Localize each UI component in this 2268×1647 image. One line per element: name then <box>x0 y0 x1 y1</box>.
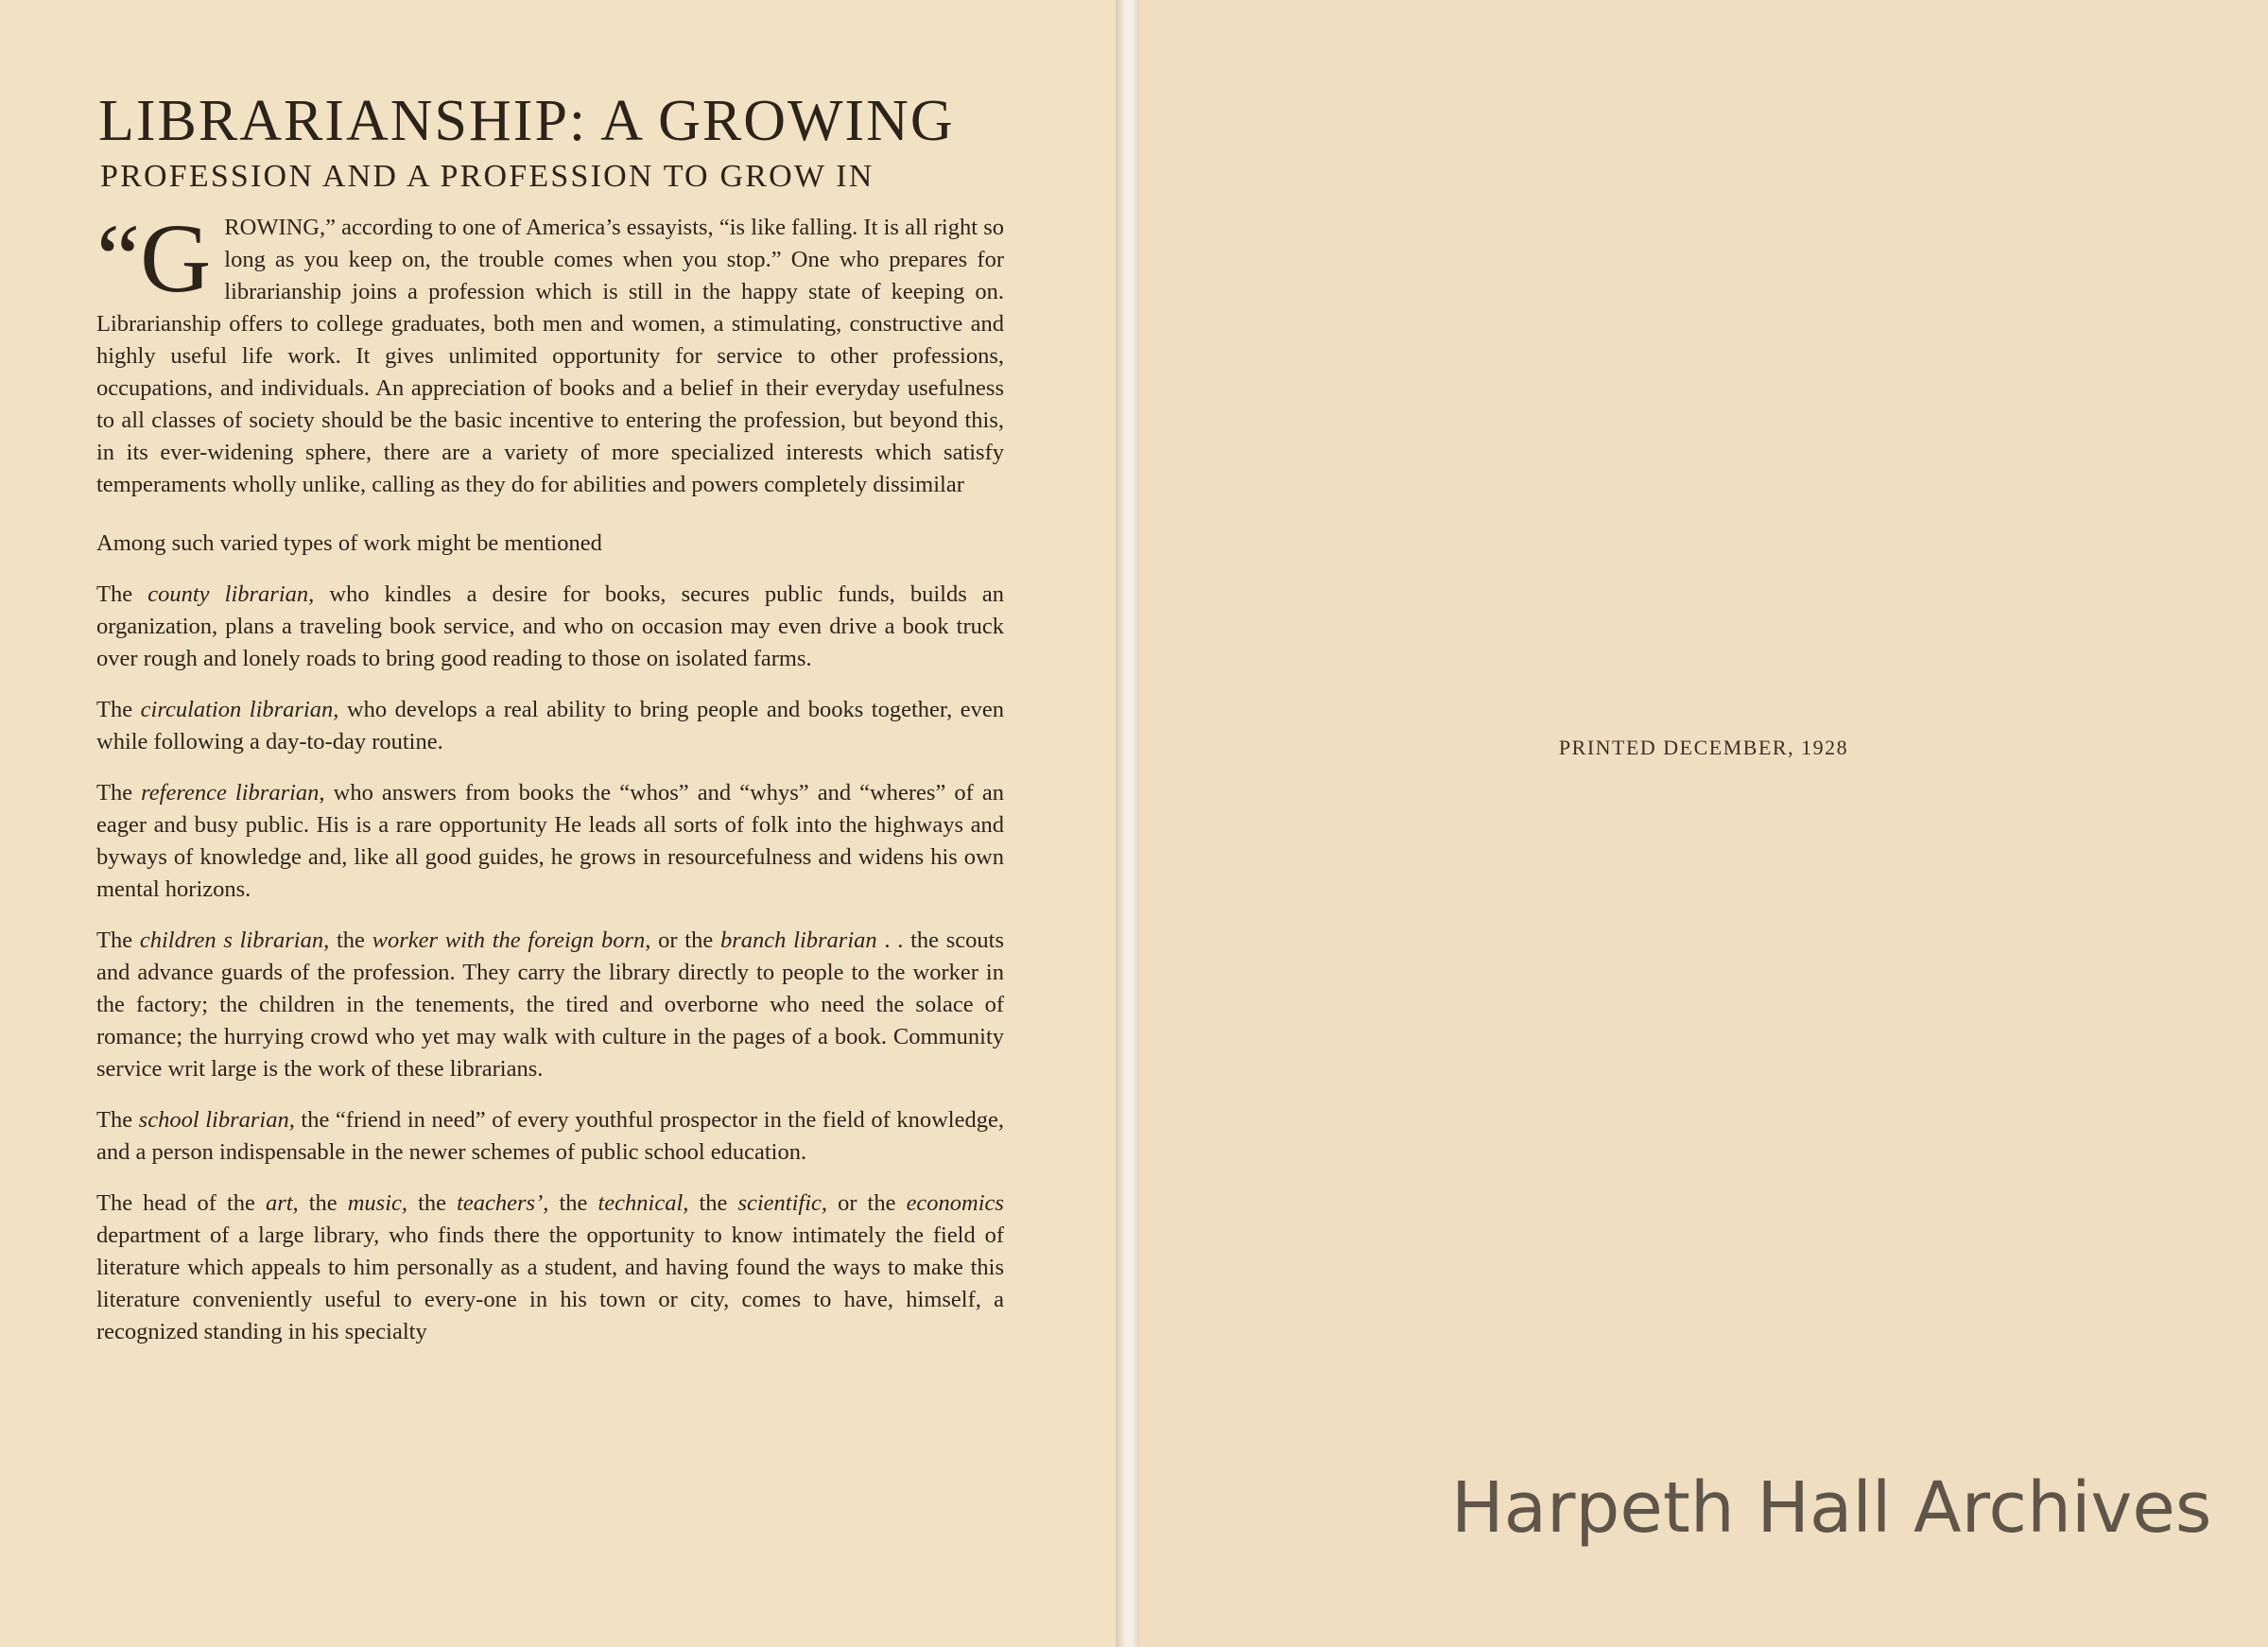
county-role: county librarian, <box>147 581 315 607</box>
children-role: children s librarian, <box>139 928 330 953</box>
dept-sep-1: the <box>298 1190 348 1216</box>
county-pre: The <box>96 581 148 607</box>
childrens-librarian-paragraph <box>93 925 1004 1085</box>
article-subtitle: PROFESSION AND A PROFESSION TO GROW IN <box>100 159 874 194</box>
dept-art: art, <box>265 1190 299 1216</box>
drop-cap <box>96 204 212 313</box>
dept-sep-4: the <box>688 1190 738 1216</box>
drop-cap-letter: G <box>140 204 212 313</box>
school-pre: The <box>96 1107 139 1133</box>
dept-sep-3: the <box>548 1190 598 1216</box>
circulation-role: circulation librarian, <box>140 697 339 722</box>
reference-pre: The <box>96 780 142 806</box>
foreign-born-role: worker with the foreign born, <box>372 928 651 953</box>
branch-role: branch librarian <box>719 928 877 953</box>
lead-in-paragraph: Among such varied types of work might be mentioned <box>96 530 602 556</box>
circulation-pre: The <box>96 697 141 722</box>
children-mid-1: the <box>329 928 372 953</box>
article-title: LIBRARIANSHIP: A GROWING <box>98 89 955 153</box>
reference-role: reference librarian, <box>141 780 325 806</box>
archive-watermark: Harpeth Hall Archives <box>1451 1467 2212 1549</box>
dept-text: department of a large library, who finds there the opportunity to know intimately the field of literature which appeals to him personally as a student, and having found the ways to make this literature conveniently useful to every-one in his town or city, comes to have, himself, a recognized standing in his specialty <box>96 1222 1004 1344</box>
right-page <box>1139 0 2268 1647</box>
intro-text: ROWING,” according to one of America’s essayists, “is like falling. It is all right so long as you keep on, the trouble comes when you stop.” One who prepares for librarianship joins a profession which is still in the happy state of keeping on. Librarianship offers to college graduates, both men and women, a stimulating, constructive and highly useful life work. It gives unlimited opportunity for service to other professions, occupations, and individuals. An appreciation of books and a belief in their everyday usefulness to all classes of society should be the basic incentive to entering the profession, but beyond this, in its ever-widening sphere, there are a variety of more specialized interests which satisfy temperaments wholly unlike, calling as they do for abilities and powers completely dissimilar <box>96 215 1004 497</box>
school-role: school librarian, <box>138 1107 295 1133</box>
children-mid-2: or the <box>650 928 720 953</box>
dept-sep-5: or the <box>827 1190 907 1216</box>
circulation-text: who develops a real ability to bring people and books together, even while following a day-to-day routine. <box>96 697 1005 754</box>
left-page <box>0 0 1116 1647</box>
dept-scientific: scientific, <box>737 1190 828 1216</box>
children-pre: The <box>96 928 140 953</box>
page-gutter <box>1116 0 1139 1647</box>
department-head-paragraph <box>93 1188 1004 1348</box>
open-quote: “ <box>96 204 141 313</box>
county-librarian-paragraph <box>93 579 1004 675</box>
dept-sep-2: the <box>407 1190 458 1216</box>
reference-text: who answers from books the “whos” and “whys” and “wheres” of an eager and busy public. His is a rare opportunity He leads all sorts of folk into the highways and byways of knowledge and, like all good guides, he grows in resourcefulness and widens his own mental horizons. <box>96 780 1004 902</box>
reference-librarian-paragraph <box>93 777 1004 906</box>
county-text: who kindles a desire for books, secures public funds, builds an organization, plans a traveling book service, and who on occasion may even drive a book truck over rough and lonely roads to bring good reading to those on isolated farms. <box>96 581 1005 671</box>
dept-economics: economics <box>906 1190 1004 1216</box>
circulation-librarian-paragraph <box>93 694 1004 758</box>
intro-paragraph <box>93 204 1004 501</box>
dept-music: music, <box>347 1190 408 1216</box>
dept-technical: technical, <box>597 1190 689 1216</box>
printed-date: PRINTED DECEMBER, 1928 <box>1558 736 1849 759</box>
article-column <box>93 87 1004 1367</box>
dept-pre: The head of the <box>96 1190 266 1216</box>
school-librarian-paragraph <box>93 1104 1004 1169</box>
school-text: the “friend in need” of every youthful prospector in the field of knowledge, and a person indispensable in the newer schemes of public school education. <box>96 1107 1004 1165</box>
dept-teachers: teachers’, <box>457 1190 549 1216</box>
children-text: . . the scouts and advance guards of the profession. They carry the library directly to people to the worker in the factory; the children in the tenements, the tired and overborne who need the solace of romance; the hurrying crowd who yet may walk with culture in the pages of a book. Community service writ large is the work of these librarians. <box>96 928 1005 1082</box>
